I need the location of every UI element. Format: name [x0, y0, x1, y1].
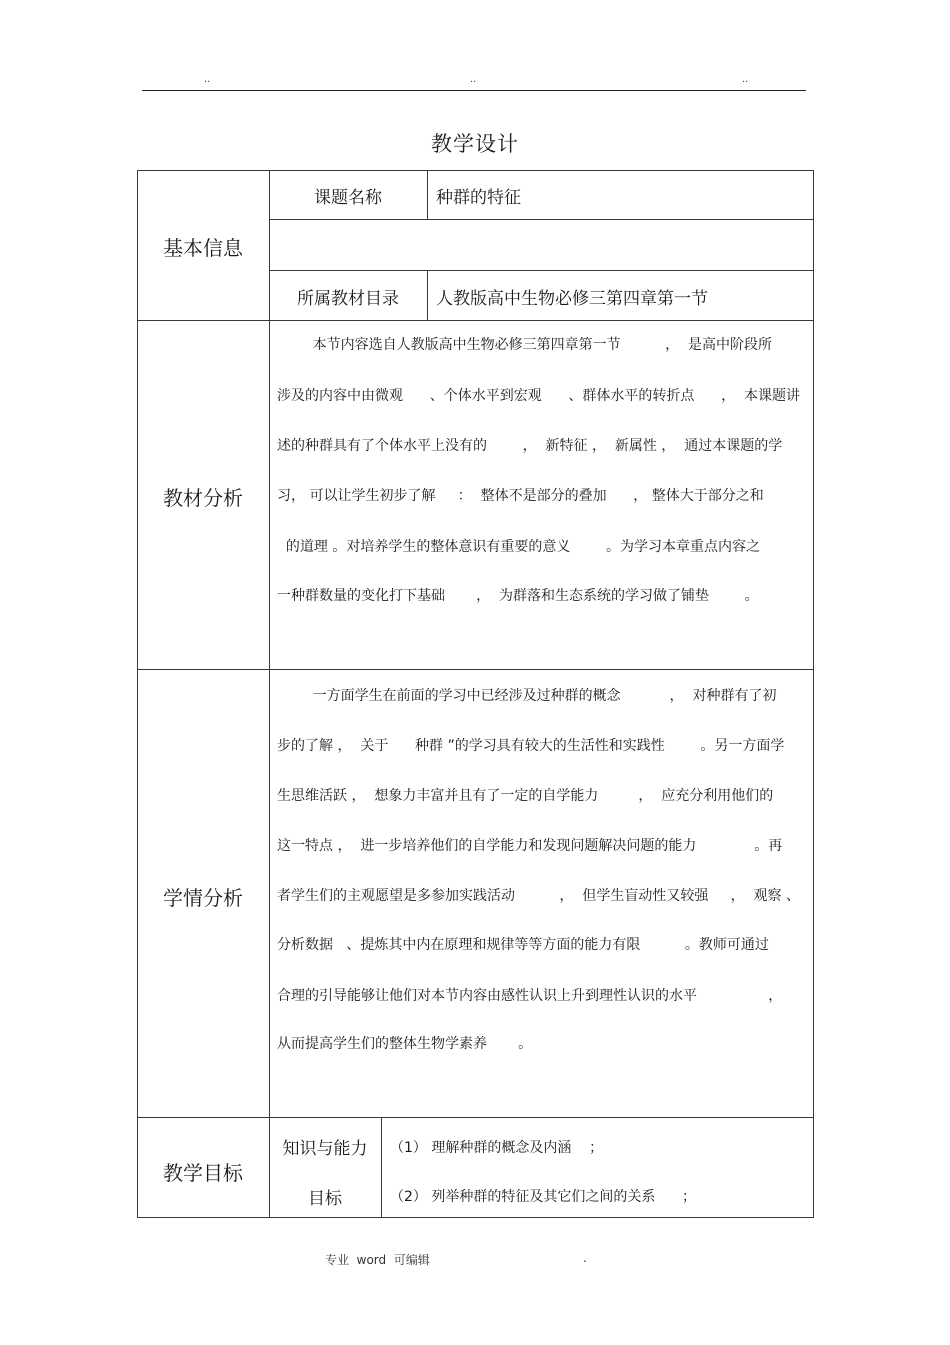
paragraph-line: 述的种群具有了个体水平上没有的 ， 新特征 ， 新属性 ， 通过本课题的学 [277, 438, 783, 454]
paragraph-line: 涉及的内容中由微观 、个体水平到宏观 、群体水平的转折点 ， 本课题讲 [277, 388, 801, 404]
paragraph-line: 的道理 。对培养学生的整体意识有重要的意义 。为学习本章重点内容之 [277, 539, 760, 555]
paragraph-line: 本节内容选自人教版高中生物必修三第四章第一节 ， 是高中阶段所 [277, 337, 773, 353]
catalog-label: 所属教材目录 [297, 289, 399, 309]
paragraph-line: 习， 可以让学生初步了解 ： 整体不是部分的叠加 ， 整体大于部分之和 [277, 488, 764, 504]
paragraph-line: 步的了解 ， 关于 种群 ”的学习具有较大的生活性和实践性 。另一方面学 [277, 738, 785, 754]
footer-left: 专业 word 可编辑 [325, 1253, 430, 1267]
table-rule [427, 170, 428, 220]
table-rule [137, 669, 814, 670]
footer-right: . [583, 1251, 587, 1265]
paragraph-line: 分析数据 、提炼其中内在原理和规律等等方面的能力有限 。教师可通过 [277, 937, 769, 953]
paragraph-line: 一方面学生在前面的学习中已经涉及过种群的概念 ， 对种群有了初 [277, 688, 777, 704]
material-analysis-label: 教材分析 [163, 486, 243, 510]
table-border-bottom [137, 1217, 814, 1218]
header-mark-left: .. [204, 74, 211, 85]
page-title: 教学设计 [431, 132, 519, 156]
table-border-right [813, 170, 814, 1218]
basic-info-label: 基本信息 [163, 236, 243, 260]
paragraph-line: 从而提高学生们的整体生物学素养 。 [277, 1036, 533, 1052]
catalog-value: 人教版高中生物必修三第四章第一节 [436, 289, 708, 309]
header-rule [142, 90, 806, 91]
knowledge-ability-label-cont: 目标 [308, 1189, 342, 1209]
table-rule [137, 1117, 814, 1118]
topic-name-value: 种群的特征 [436, 188, 521, 208]
paragraph-line: 生思维活跃 ， 想象力丰富并且有了一定的自学能力 ， 应充分利用他们的 [277, 788, 774, 804]
paragraph-line: 一种群数量的变化打下基础 ， 为群落和生态系统的学习做了铺垫 。 [277, 588, 759, 604]
goal-item: （2） 列举种群的特征及其它们之间的关系 ； [390, 1189, 697, 1205]
student-analysis-label: 学情分析 [163, 886, 243, 910]
table-rule [269, 270, 814, 271]
table-rule [269, 170, 270, 1218]
teaching-goals-label: 教学目标 [163, 1161, 243, 1185]
table-border-top [137, 170, 814, 171]
table-rule [269, 219, 814, 220]
header-mark-center: .. [470, 74, 477, 85]
table-rule [381, 1117, 382, 1218]
table-rule [427, 270, 428, 321]
paragraph-line: 合理的引导能够让他们对本节内容由感性认识上升到理性认识的水平 ， [277, 988, 783, 1004]
topic-name-label: 课题名称 [314, 188, 382, 208]
paragraph-line: 这一特点 ， 进一步培养他们的自学能力和发现问题解决问题的能力 。再 [277, 838, 783, 854]
header-mark-right: .. [742, 74, 749, 85]
table-rule [137, 320, 814, 321]
paragraph-line: 者学生们的主观愿望是多参加实践活动 ， 但学生盲动性又较强 ， 观察 、 [277, 888, 801, 904]
knowledge-ability-label: 知识与能力 [282, 1139, 368, 1159]
table-border-left [137, 170, 138, 1218]
goal-item: （1） 理解种群的概念及内涵 ； [390, 1140, 604, 1156]
